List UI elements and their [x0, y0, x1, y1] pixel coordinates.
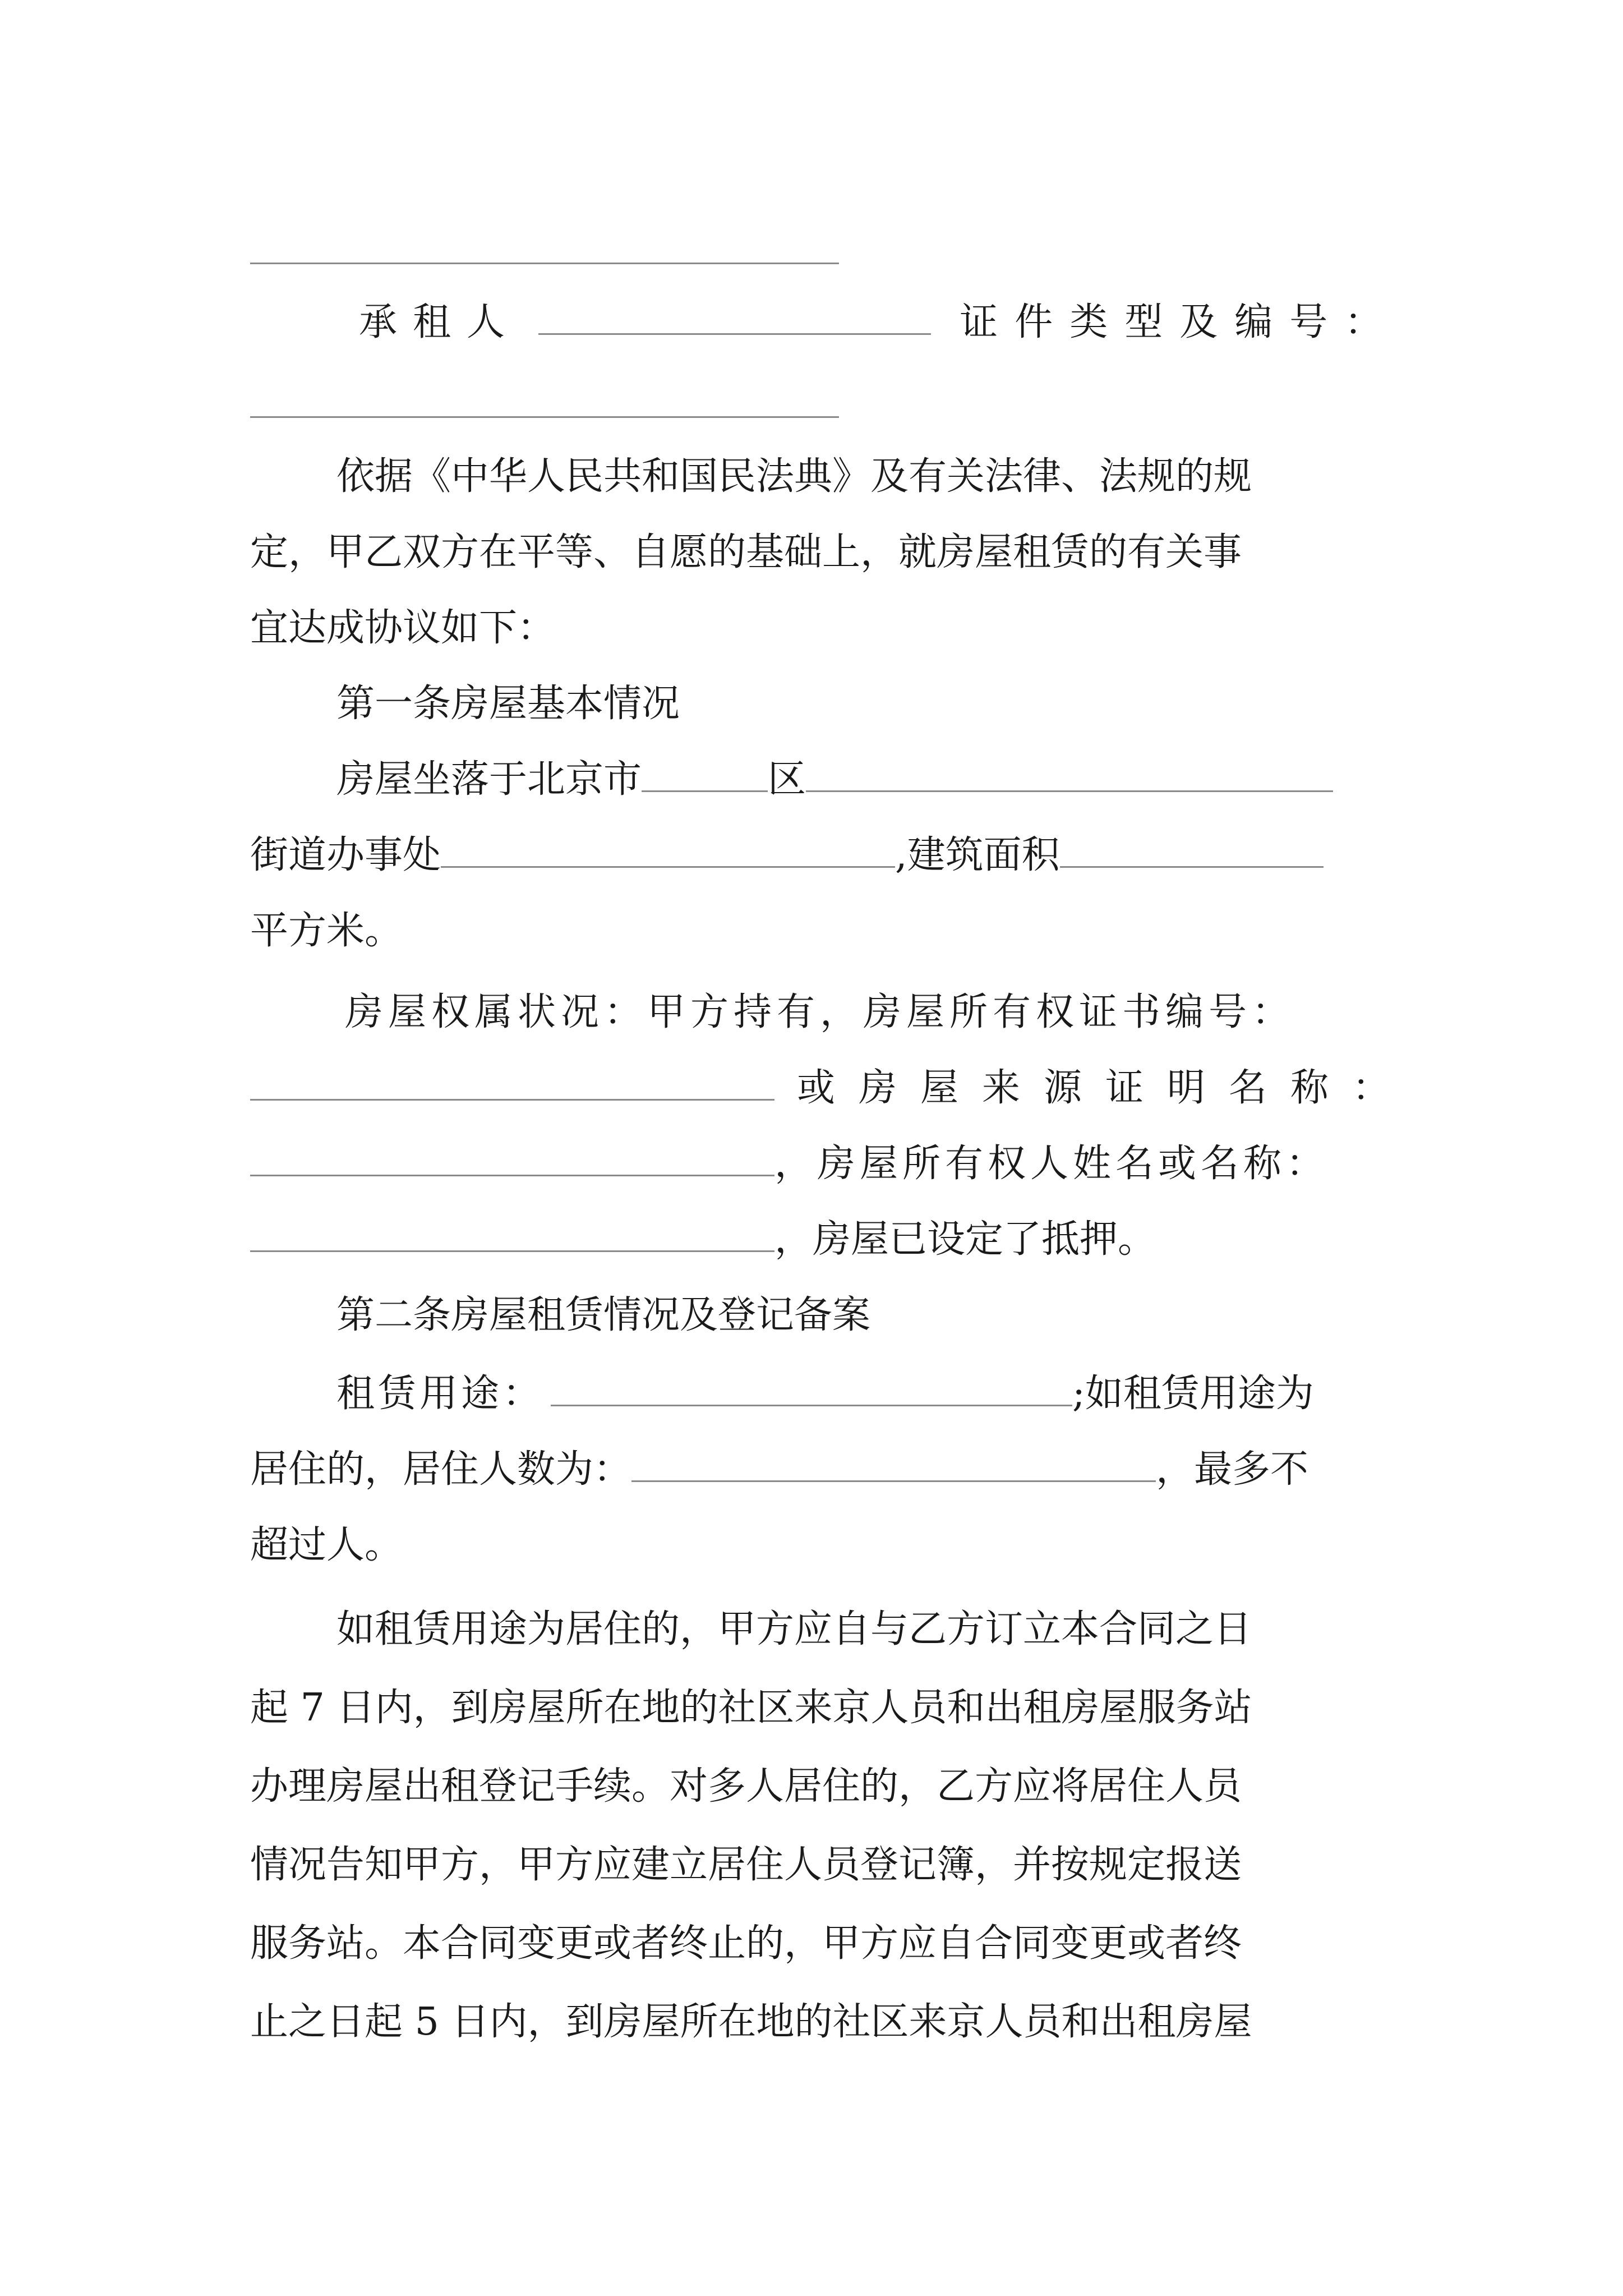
mortgage-line	[250, 1206, 1394, 1273]
subdistrict-label: 街道办事处	[250, 833, 441, 877]
source-proof-blank	[250, 1139, 774, 1176]
article1-title	[336, 670, 1481, 738]
certificate-number-blank	[250, 1063, 774, 1101]
registration-text-6: 止之日起 5 日内，到房屋所在地的社区来京人员和出租房屋	[250, 2000, 1252, 2044]
registration-line-6	[250, 1989, 1394, 2056]
district-blank	[642, 754, 768, 792]
article2-title	[336, 1282, 1481, 1349]
intro-line-1	[336, 443, 1394, 510]
registration-text-5: 服务站。本合同变更或者终止的，甲方应自合同变更或者终	[250, 1921, 1242, 1966]
area-blank	[1060, 830, 1324, 868]
residents-line	[250, 1436, 1394, 1503]
location-prefix: 房屋坐落于北京市	[336, 757, 642, 802]
intro-text-1: 依据《中华人民共和国民法典》及有关法律、法规的规	[336, 454, 1252, 499]
ownership-line	[345, 979, 1394, 1046]
max-label: ，最多不	[1156, 1447, 1309, 1492]
subdistrict-line	[250, 822, 1394, 889]
purpose-blank	[551, 1369, 1072, 1406]
owner-name-label: ，房屋所有权人姓名或名称：	[774, 1142, 1329, 1186]
registration-line-4	[250, 1832, 1394, 1899]
street-blank	[806, 754, 1333, 792]
blank-line-top	[250, 263, 839, 264]
owner-name-line	[250, 1130, 1394, 1198]
purpose-residential: ;如租赁用途为	[1072, 1372, 1314, 1416]
intro-text-2: 定，甲乙双方在平等、自愿的基础上，就房屋租赁的有关事	[250, 530, 1242, 574]
registration-text-4: 情况告知甲方，甲方应建立居住人员登记簿，并按规定报送	[250, 1843, 1242, 1887]
mortgage-label: ，房屋已设定了抵押。	[774, 1217, 1156, 1262]
purpose-label: 租赁用途：	[336, 1372, 545, 1416]
article2-title-text: 第二条房屋租赁情况及登记备案	[336, 1293, 871, 1337]
blank-line-id	[250, 416, 839, 418]
source-proof-line	[250, 1055, 1414, 1122]
sqm-line	[250, 898, 1394, 965]
lessee-line	[359, 289, 1400, 356]
lessee-blank	[538, 297, 931, 335]
location-line	[336, 746, 1394, 813]
registration-line-5	[250, 1910, 1394, 1977]
sqm-label: 平方米。	[250, 909, 403, 953]
intro-line-2	[250, 519, 1394, 586]
area-label: ,建筑面积	[895, 833, 1060, 877]
source-proof-label: 或房屋来源证明名称：	[797, 1066, 1414, 1110]
purpose-line	[336, 1360, 1394, 1428]
registration-text-2: 起 7 日内，到房屋所在地的社区来京人员和出租房屋服务站	[250, 1686, 1252, 1730]
article1-title-text: 第一条房屋基本情况	[336, 682, 680, 726]
ownership-status: 房屋权属状况：甲方持有，房屋所有权证书编号：	[345, 990, 1295, 1034]
registration-text-1: 如租赁用途为居住的，甲方应自与乙方订立本合同之日	[336, 1607, 1252, 1651]
residents-blank	[631, 1444, 1156, 1482]
intro-text-3: 宜达成协议如下：	[250, 606, 556, 650]
id-label: 证件类型及编号：	[960, 300, 1400, 344]
owner-name-blank	[250, 1214, 774, 1252]
district-label: 区	[768, 757, 806, 802]
intro-line-3	[250, 595, 1394, 662]
residents-label: 居住的，居住人数为：	[250, 1447, 632, 1492]
max-tail: 超过人。	[250, 1523, 403, 1567]
registration-line-3	[250, 1753, 1394, 1820]
lessee-label: 承租人	[359, 300, 521, 344]
registration-text-3: 办理房屋出租登记手续。对多人居住的，乙方应将居住人员	[250, 1764, 1242, 1809]
subdistrict-blank	[441, 830, 895, 868]
registration-line-2	[250, 1674, 1394, 1742]
registration-line-1	[336, 1596, 1394, 1663]
max-tail-line	[250, 1512, 1394, 1579]
